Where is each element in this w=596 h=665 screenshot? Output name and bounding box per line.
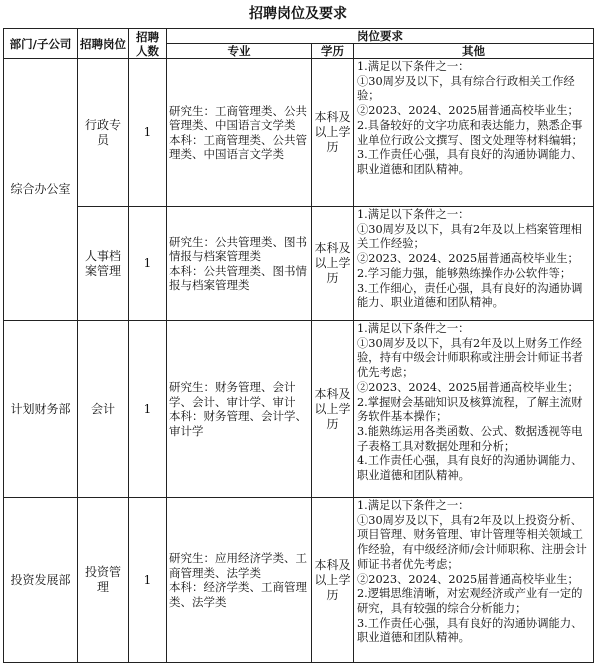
education-cell: 本科及以上学历 <box>312 498 354 663</box>
other-cell <box>354 498 594 663</box>
table-row <box>4 207 594 321</box>
requirement-line: ①30周岁及以下，具有2年及以上投资分析、项目管理、财务管理、审计管理等相关领域工作经验，有中级经济师/会计师职称、注册会计师证书者优先考虑； <box>357 513 587 571</box>
count-cell: 1 <box>129 498 167 663</box>
count-cell: 1 <box>129 207 167 321</box>
requirement-line: 4.工作责任心强，具有良好的沟通协调能力、职业道德和团队精神。 <box>357 454 583 483</box>
position-cell: 投资管理 <box>78 498 129 663</box>
education-cell: 本科及以上学历 <box>312 321 354 498</box>
requirement-line: 3.工作责任心强，具有良好的沟通协调能力、职业道德和团队精神。 <box>357 148 583 176</box>
requirement-line: 1.满足以下条件之一： <box>357 208 470 221</box>
major-cell: 研究生：公共管理类、图书情报与档案管理类 本科：公共管理类、图书情报与档案管理类 <box>167 207 312 321</box>
requirement-line: ①30周岁及以下，具有综合行政相关工作经验； <box>357 74 575 103</box>
table-row <box>4 321 594 498</box>
position-cell: 会计 <box>78 321 129 498</box>
requirement-line: 1.满足以下条件之一： <box>357 499 470 512</box>
header-education: 学历 <box>312 44 354 59</box>
requirement-line: 2.学习能力强，能够熟练操作办公软件等； <box>357 266 572 280</box>
position-cell: 人事档案管理 <box>78 207 129 321</box>
header-count: 招聘人数 <box>129 29 167 59</box>
requirement-line: ①30周岁及以下，具有2年及以上财务工作经验，持有中级会计师职称或注册会计师证书者优先考虑； <box>357 336 583 380</box>
other-cell <box>354 59 594 207</box>
table-row <box>4 59 594 207</box>
other-cell <box>354 207 594 321</box>
other-cell <box>354 321 594 498</box>
requirement-line: 3.工作责任心强，具有良好的沟通协调能力、职业道德和团队精神。 <box>357 616 583 645</box>
requirement-line: 1.满足以下条件之一： <box>357 60 470 73</box>
requirement-line: 3.能熟练运用各类函数、公式、数据透视等电子表格工具对数据处理和分析； <box>357 424 583 453</box>
education-cell: 本科及以上学历 <box>312 207 354 321</box>
requirement-line: 2.具备较好的文字功底和表达能力，熟悉企事业单位行政公文撰写、图文处理等材料编辑； <box>357 118 583 147</box>
major-cell: 研究生：应用经济学类、工商管理类、法学类 本科：经济学类、工商管理类、法学类 <box>167 498 312 663</box>
requirement-line: ②2023、2024、2025届普通高校毕业生； <box>357 104 579 118</box>
requirement-line: ②2023、2024、2025届普通高校毕业生； <box>357 252 579 266</box>
requirement-line: 1.满足以下条件之一： <box>357 322 470 335</box>
header-position: 招聘岗位 <box>78 29 129 59</box>
position-cell: 行政专员 <box>78 59 129 207</box>
table-row <box>4 498 594 663</box>
header-major: 专业 <box>167 44 312 59</box>
header-dept: 部门/子公司 <box>4 29 78 59</box>
recruitment-table <box>3 28 594 663</box>
count-cell: 1 <box>129 59 167 207</box>
requirement-line: ①30周岁及以下，具有2年及以上档案管理相关工作经验； <box>357 222 582 251</box>
major-cell: 研究生：财务管理、会计学、会计、审计学、审计 本科：财务管理、会计学、审计学 <box>167 321 312 498</box>
requirement-line: 3.工作细心，责任心强，具有良好的沟通协调能力、职业道德和团队精神。 <box>357 281 583 310</box>
requirement-line: ②2023、2024、2025届普通高校毕业生； <box>357 380 579 394</box>
header-other: 其他 <box>354 44 594 59</box>
dept-cell: 综合办公室 <box>4 59 78 321</box>
requirement-line: ②2023、2024、2025届普通高校毕业生； <box>357 572 579 586</box>
dept-cell: 计划财务部 <box>4 321 78 498</box>
major-cell: 研究生：工商管理类、公共管理类、中国语言文学类 本科：工商管理类、公共管理类、中国语言文学类 <box>167 59 312 207</box>
page-title: 招聘岗位及要求 <box>249 6 347 22</box>
education-cell: 本科及以上学历 <box>312 59 354 207</box>
header-requirements: 岗位要求 <box>167 29 594 44</box>
count-cell: 1 <box>129 321 167 498</box>
dept-cell: 投资发展部 <box>4 498 78 663</box>
requirement-line: 2.掌握财会基础知识及核算流程，了解主流财务软件基本操作； <box>357 395 583 424</box>
requirement-line: 2.逻辑思维清晰，对宏观经济或产业有一定的研究，具有较强的综合分析能力； <box>357 587 583 615</box>
